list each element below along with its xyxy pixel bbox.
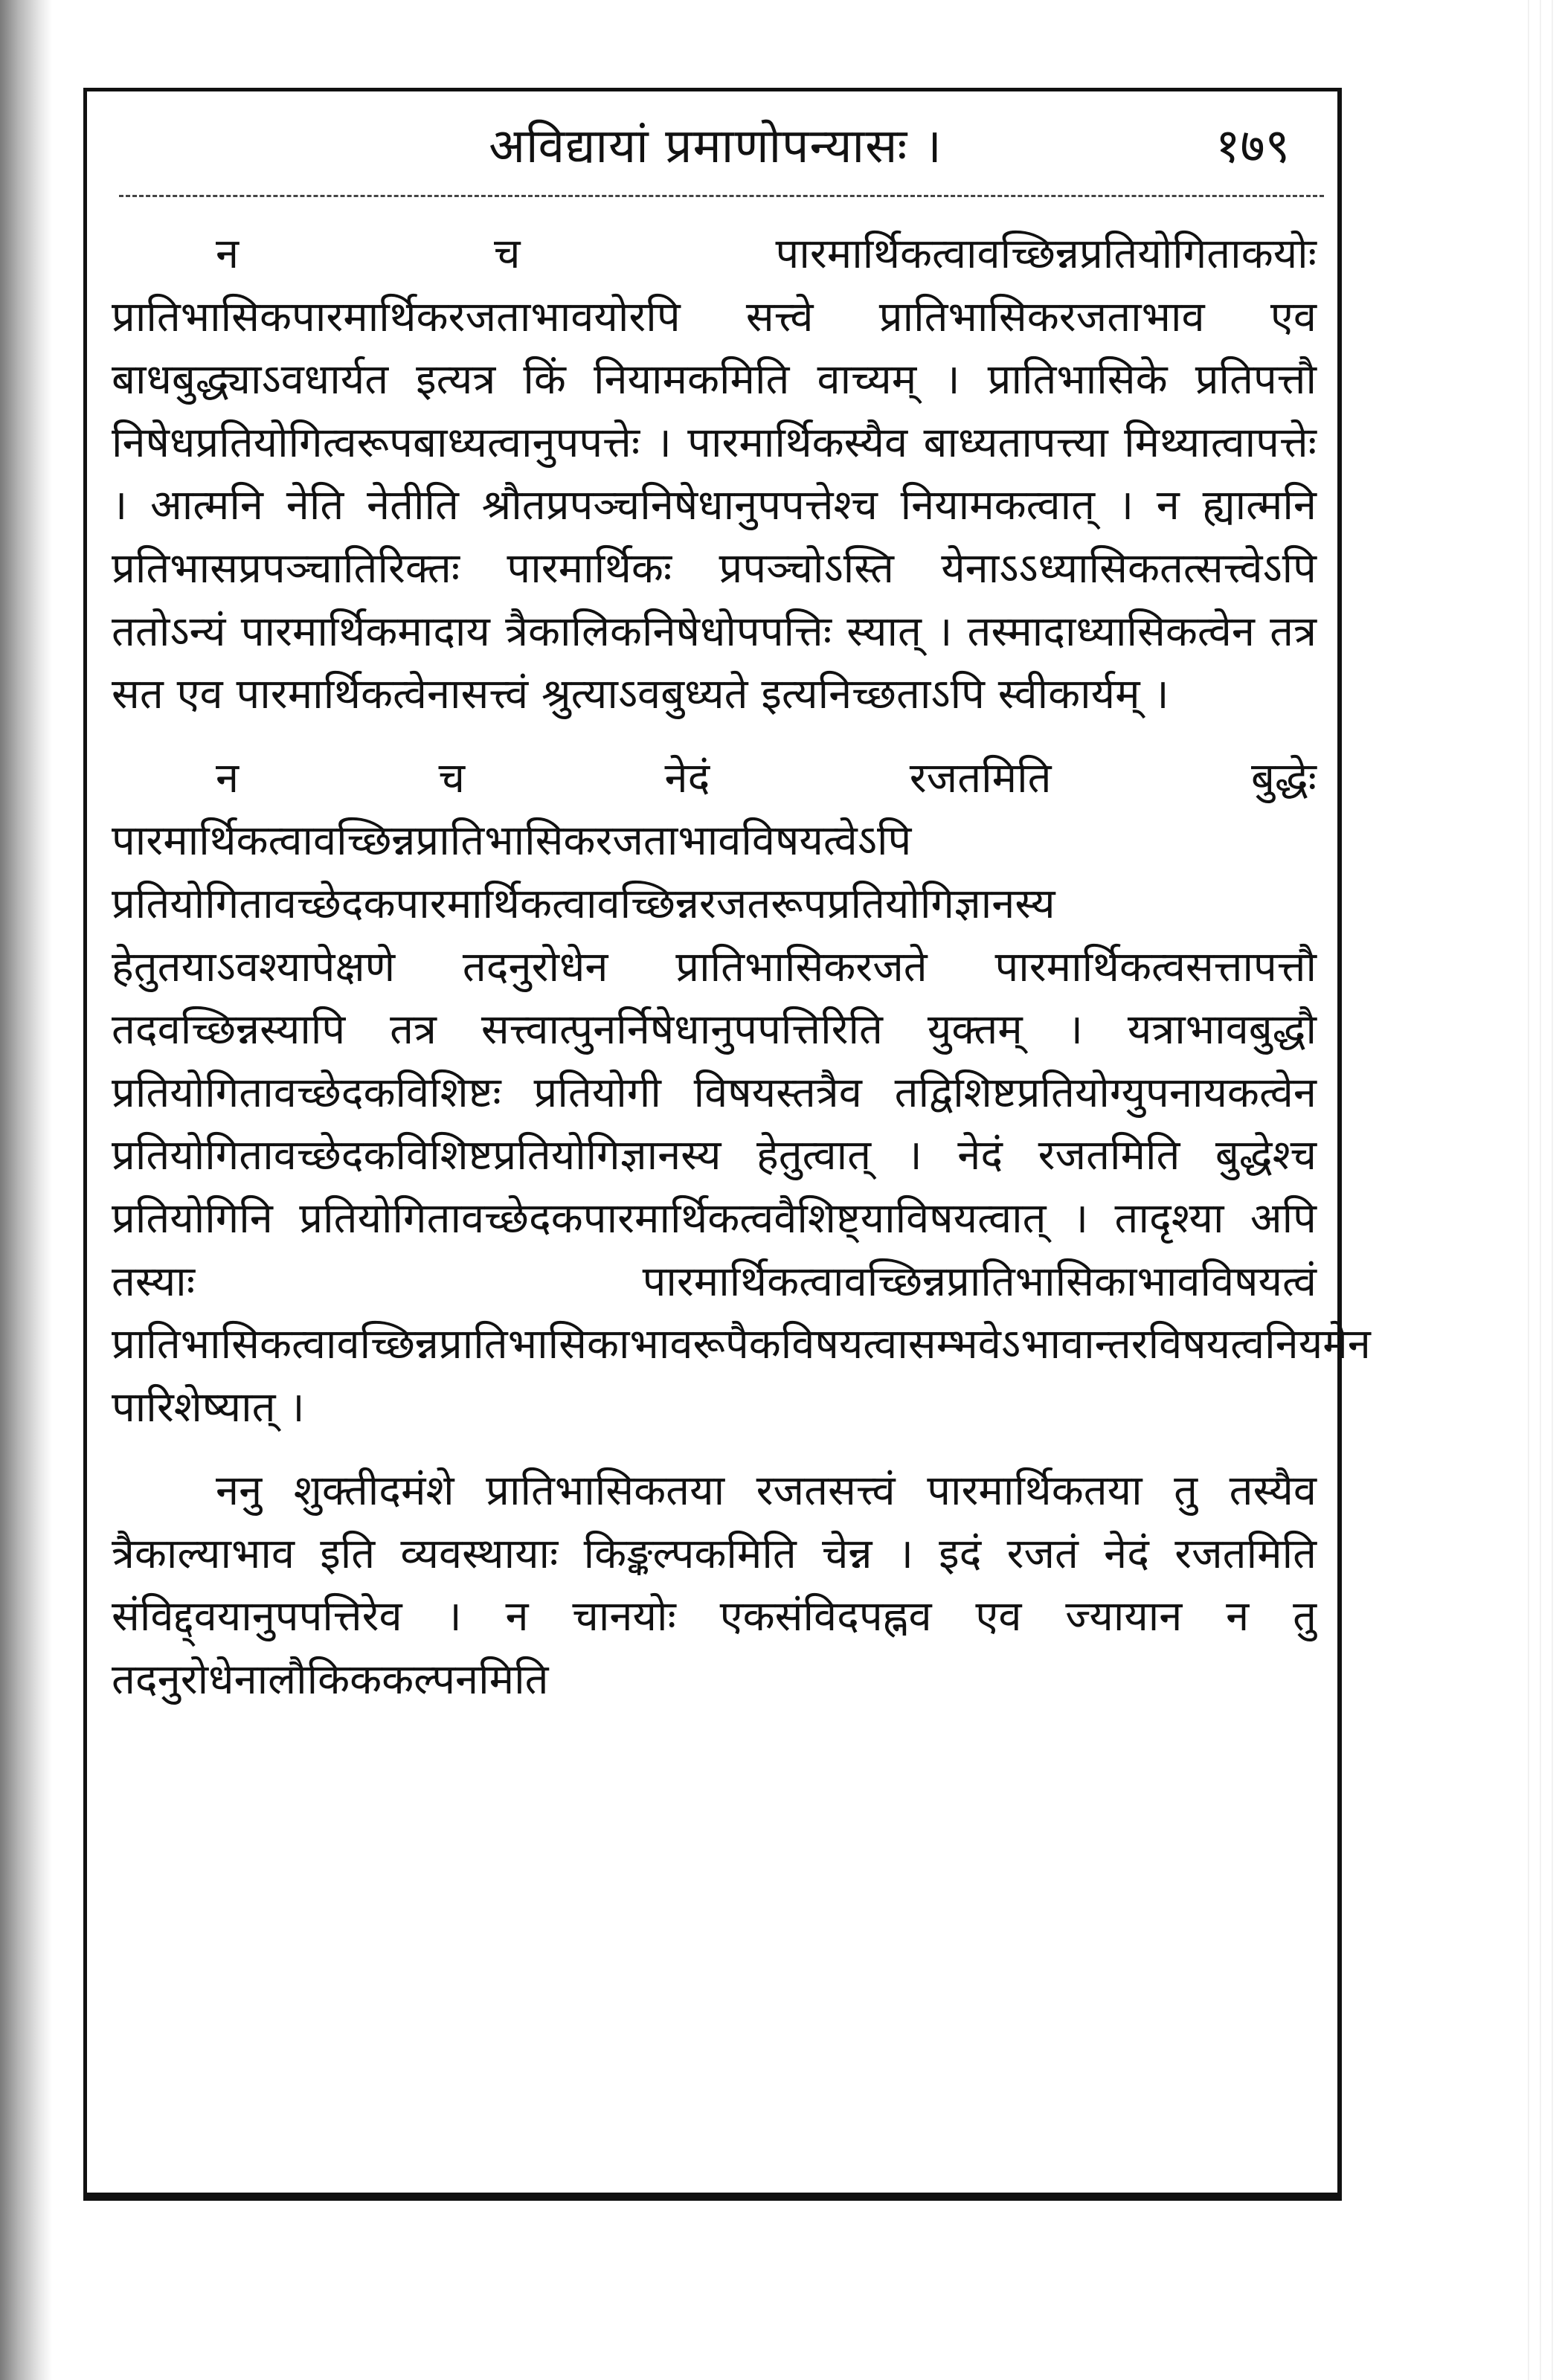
paragraph-2: न च नेदं रजतमिति बुद्धेः पारमार्थिकत्वावच्छिन्नप्रातिभासिकरजताभावविषयत्वेऽपि प्रतियोगितावच्छेदकपारमार्थिकत्वावच्छिन्नरजतरूपप्रतियोगिज्ञानस्य हेतुतयाऽवश्यापेक्षणे तदनुरोधेन प्रातिभासिकरजते पारमार्थिकत्वसत्तापत्तौ तदवच्छिन्नस्यापि तत्र सत्त्वात्पुनर्निषेधानुपपत्तिरिति युक्तम् । यत्राभावबुद्धौ प्रतियोगितावच्छेदकविशिष्टः प्रतियोगी विषयस्तत्रैव तद्विशिष्टप्रतियोग्युपनायकत्वेन प्रतियोगितावच्छेदकविशिष्टप्रतियोगिज्ञानस्य हेतुत्वात् । नेदं रजतमिति बुद्धेश्च प्रतियोगिनि प्रतियोगितावच्छेदकपारमार्थिकत्ववैशिष्ट्याविषयत्वात् । तादृश्या अपि तस्याः पारमार्थिकत्वावच्छिन्नप्रातिभासिकाभावविषयत्वं प्रातिभासिकत्वावच्छिन्नप्रातिभासिकाभावरूपैकविषयत्वासम्भवेऽभावान्तरविषयत्वनियमेन पारिशेष्यात् । — [112, 753, 1371, 1432]
paragraph-3: ननु शुक्तीदमंशे प्रातिभासिकतया रजतसत्त्वं पारमार्थिकतया तु तस्यैव त्रैकाल्याभाव इति व्यवस्थायाः किङ्कल्पकमिति चेन्न । इदं रजतं नेदं रजतमिति संविद्द्वयानुपपत्तिरेव । न चानयोः एकसंविदपह्नव एव ज्यायान न तु तदनुरोधेनालौकिककल्पनमिति — [112, 1467, 1317, 1705]
scan-spine-shadow — [0, 0, 52, 2380]
header-divider — [119, 195, 1324, 197]
page-header — [83, 112, 1342, 186]
running-head: अविद्यायां प्रमाणोपन्यासः । — [489, 119, 942, 174]
page-number: १७९ — [1215, 119, 1290, 174]
paragraph-1: न च पारमार्थिकत्वावच्छिन्नप्रतियोगिताकयोः प्रातिभासिकपारमार्थिकरजताभावयोरपि सत्त्वे प्रातिभासिकरजताभाव एव बाधबुद्ध्याऽवधार्यत इत्यत्र किं नियामकमिति वाच्यम् । प्रातिभासिके प्रतिपत्तौ निषेधप्रतियोगित्वरूपबाध्यत्वानुपपत्तेः । पारमार्थिकस्यैव बाध्यतापत्त्या मिथ्यात्वापत्तेः । आत्मनि नेति नेतीति श्रौतप्रपञ्चनिषेधानुपपत्तेश्च नियामकत्वात् । न ह्यात्मनि प्रतिभासप्रपञ्चातिरिक्तः पारमार्थिकः प्रपञ्चोऽस्ति येनाऽऽध्यासिकतत्सत्त्वेऽपि ततोऽन्यं पारमार्थिकमादाय त्रैकालिकनिषेधोपपत्तिः स्यात् । तस्मादाध्यासिकत्वेन तत्र सत एव पारमार्थिकत्वेनासत्त्वं श्रुत्याऽवबुध्यते इत्यनिच्छताऽपि स्वीकार्यम् । — [112, 230, 1317, 719]
bottom-border-rule — [83, 2196, 1342, 2201]
body-text — [112, 223, 1371, 1733]
scan-page-edges — [1517, 0, 1562, 2380]
